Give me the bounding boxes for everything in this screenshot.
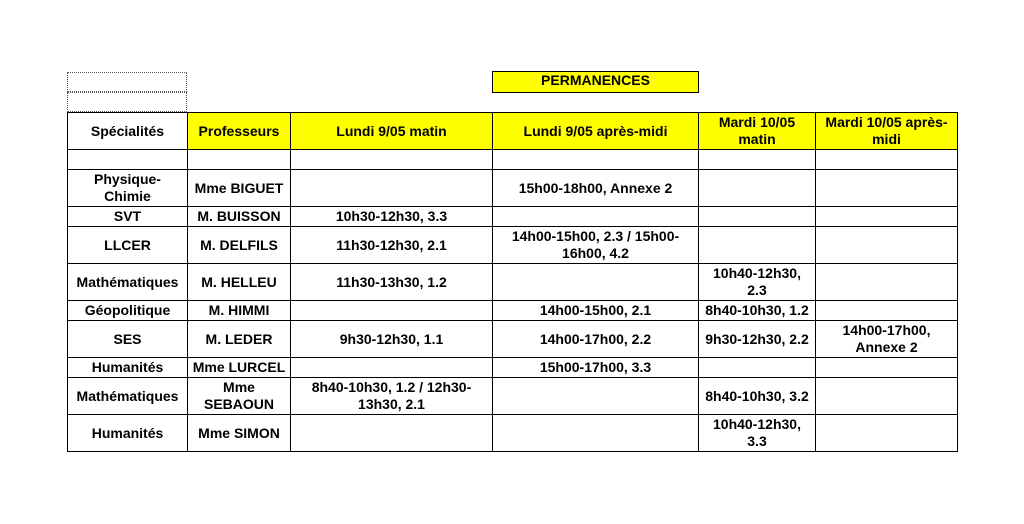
- page-title: PERMANENCES: [492, 71, 699, 93]
- cell-professeur: M. DELFILS: [188, 227, 291, 264]
- header-mardi-apres-midi: Mardi 10/05 après-midi: [816, 113, 958, 150]
- cell-lundi-matin: 10h30-12h30, 3.3: [291, 207, 493, 227]
- cell-specialite: Physique-Chimie: [68, 170, 188, 207]
- cell-lundi-apres-midi: [493, 207, 699, 227]
- header-specialite: Spécialités: [68, 113, 188, 150]
- cell-mardi-matin: 10h40-12h30, 3.3: [699, 415, 816, 452]
- cell-mardi-matin: 10h40-12h30, 2.3: [699, 264, 816, 301]
- cell-lundi-matin: [291, 415, 493, 452]
- table-row: [68, 264, 958, 301]
- cell-lundi-matin: 11h30-12h30, 2.1: [291, 227, 493, 264]
- cell-lundi-apres-midi: 14h00-17h00, 2.2: [493, 321, 699, 358]
- cell-professeur: Mme SEBAOUN: [188, 378, 291, 415]
- header-professeur: Professeurs: [188, 113, 291, 150]
- cell-professeur: M. HELLEU: [188, 264, 291, 301]
- cell-specialite: Mathématiques: [68, 378, 188, 415]
- table-row: [68, 321, 958, 358]
- empty-cell: [291, 150, 493, 170]
- header-row: [68, 113, 958, 150]
- cell-mardi-apres-midi: [816, 301, 958, 321]
- empty-cell: [68, 150, 188, 170]
- empty-cell: [188, 150, 291, 170]
- cell-professeur: M. LEDER: [188, 321, 291, 358]
- schedule-table: [67, 112, 958, 452]
- table-row: [68, 207, 958, 227]
- header-lundi-matin: Lundi 9/05 matin: [291, 113, 493, 150]
- cell-lundi-apres-midi: [493, 264, 699, 301]
- cell-mardi-apres-midi: [816, 378, 958, 415]
- cell-specialite: Mathématiques: [68, 264, 188, 301]
- cell-mardi-apres-midi: [816, 207, 958, 227]
- cell-mardi-matin: 8h40-10h30, 3.2: [699, 378, 816, 415]
- empty-cell-bottom: [67, 92, 187, 112]
- table-row: [68, 378, 958, 415]
- empty-cell: [493, 150, 699, 170]
- table-row: [68, 415, 958, 452]
- empty-cell: [816, 150, 958, 170]
- cell-lundi-apres-midi: [493, 415, 699, 452]
- cell-lundi-matin: [291, 301, 493, 321]
- cell-specialite: Géopolitique: [68, 301, 188, 321]
- cell-mardi-matin: 9h30-12h30, 2.2: [699, 321, 816, 358]
- cell-specialite: Humanités: [68, 358, 188, 378]
- cell-mardi-apres-midi: [816, 264, 958, 301]
- cell-professeur: M. BUISSON: [188, 207, 291, 227]
- empty-cell-top: [67, 72, 187, 92]
- cell-lundi-matin: 8h40-10h30, 1.2 / 12h30-13h30, 2.1: [291, 378, 493, 415]
- cell-lundi-apres-midi: [493, 378, 699, 415]
- cell-mardi-matin: [699, 207, 816, 227]
- cell-mardi-apres-midi: [816, 170, 958, 207]
- cell-professeur: Mme LURCEL: [188, 358, 291, 378]
- spacer-row: [68, 150, 958, 170]
- cell-mardi-matin: [699, 170, 816, 207]
- cell-mardi-matin: [699, 358, 816, 378]
- cell-mardi-matin: 8h40-10h30, 1.2: [699, 301, 816, 321]
- table-row: [68, 301, 958, 321]
- cell-lundi-apres-midi: 15h00-18h00, Annexe 2: [493, 170, 699, 207]
- cell-lundi-apres-midi: 14h00-15h00, 2.3 / 15h00-16h00, 4.2: [493, 227, 699, 264]
- cell-mardi-apres-midi: 14h00-17h00, Annexe 2: [816, 321, 958, 358]
- cell-professeur: Mme SIMON: [188, 415, 291, 452]
- cell-specialite: Humanités: [68, 415, 188, 452]
- cell-professeur: M. HIMMI: [188, 301, 291, 321]
- cell-mardi-apres-midi: [816, 227, 958, 264]
- cell-professeur: Mme BIGUET: [188, 170, 291, 207]
- cell-lundi-apres-midi: 15h00-17h00, 3.3: [493, 358, 699, 378]
- table-row: [68, 170, 958, 207]
- cell-lundi-apres-midi: 14h00-15h00, 2.1: [493, 301, 699, 321]
- empty-cell: [699, 150, 816, 170]
- cell-lundi-matin: [291, 170, 493, 207]
- cell-mardi-apres-midi: [816, 415, 958, 452]
- table-row: [68, 358, 958, 378]
- cell-lundi-matin: [291, 358, 493, 378]
- cell-mardi-apres-midi: [816, 358, 958, 378]
- header-mardi-matin: Mardi 10/05 matin: [699, 113, 816, 150]
- cell-specialite: SES: [68, 321, 188, 358]
- cell-specialite: SVT: [68, 207, 188, 227]
- cell-lundi-matin: 9h30-12h30, 1.1: [291, 321, 493, 358]
- cell-specialite: LLCER: [68, 227, 188, 264]
- cell-lundi-matin: 11h30-13h30, 1.2: [291, 264, 493, 301]
- table-row: [68, 227, 958, 264]
- header-lundi-apres-midi: Lundi 9/05 après-midi: [493, 113, 699, 150]
- cell-mardi-matin: [699, 227, 816, 264]
